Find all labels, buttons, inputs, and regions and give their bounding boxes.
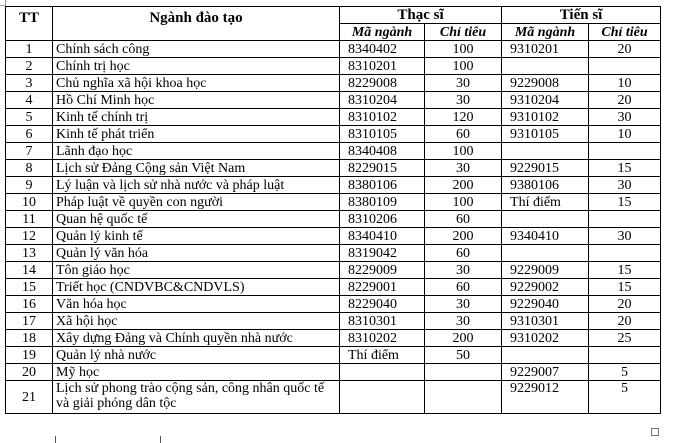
paragraph-end-mark bbox=[651, 428, 659, 436]
row-ms-code: 8310105 bbox=[340, 126, 425, 143]
table-row bbox=[6, 228, 661, 245]
row-ms-code: 8380109 bbox=[340, 194, 425, 211]
row-phd-code: 9310201 bbox=[502, 41, 589, 58]
row-program-name: Lịch sử phong trào cộng sản, công nhân quốc tế và giải phóng dân tộc bbox=[53, 381, 340, 414]
row-tt: 20 bbox=[6, 364, 53, 381]
row-tt: 15 bbox=[6, 279, 53, 296]
row-ms-code: 8380106 bbox=[340, 177, 425, 194]
row-phd-quota bbox=[589, 58, 661, 75]
row-phd-code: 9380106 bbox=[502, 177, 589, 194]
table-row bbox=[6, 126, 661, 143]
row-phd-code: 9310204 bbox=[502, 92, 589, 109]
row-program-name: Quản lý văn hóa bbox=[53, 245, 340, 262]
training-programs-table-wrapper bbox=[5, 6, 661, 414]
table-row bbox=[6, 194, 661, 211]
table-row bbox=[6, 381, 661, 414]
row-program-name: Chủ nghĩa xã hội khoa học bbox=[53, 75, 340, 92]
row-ms-code: 8310201 bbox=[340, 58, 425, 75]
row-ms-quota: 30 bbox=[425, 92, 502, 109]
row-tt: 1 bbox=[6, 41, 53, 58]
column-header-phd-code: Mã ngành bbox=[502, 24, 589, 41]
row-phd-code: 9310301 bbox=[502, 313, 589, 330]
row-phd-quota: 30 bbox=[589, 109, 661, 126]
column-header-tt: TT bbox=[6, 7, 53, 41]
row-phd-code: 9310105 bbox=[502, 126, 589, 143]
row-ms-quota: 30 bbox=[425, 160, 502, 177]
row-ms-quota bbox=[425, 364, 502, 381]
row-phd-quota: 5 bbox=[589, 381, 661, 414]
row-phd-code: 9310102 bbox=[502, 109, 589, 126]
row-program-name: Lý luận và lịch sử nhà nước và pháp luật bbox=[53, 177, 340, 194]
row-ms-quota: 60 bbox=[425, 126, 502, 143]
column-header-ms-quota: Chỉ tiêu bbox=[425, 24, 502, 41]
table-row bbox=[6, 245, 661, 262]
table-row bbox=[6, 262, 661, 279]
row-phd-code: 9310202 bbox=[502, 330, 589, 347]
row-phd-code: 9229015 bbox=[502, 160, 589, 177]
row-phd-code: 9229002 bbox=[502, 279, 589, 296]
row-phd-quota: 10 bbox=[589, 126, 661, 143]
training-programs-table bbox=[5, 6, 661, 414]
row-tt: 9 bbox=[6, 177, 53, 194]
table-row bbox=[6, 279, 661, 296]
row-tt: 16 bbox=[6, 296, 53, 313]
row-program-name: Mỹ học bbox=[53, 364, 340, 381]
column-header-nganh: Ngành đào tạo bbox=[53, 7, 340, 41]
row-ms-code: 8229008 bbox=[340, 75, 425, 92]
row-ms-quota: 60 bbox=[425, 279, 502, 296]
row-tt: 6 bbox=[6, 126, 53, 143]
row-program-name: Lãnh đạo học bbox=[53, 143, 340, 160]
row-ms-code: 8229040 bbox=[340, 296, 425, 313]
row-ms-quota: 200 bbox=[425, 228, 502, 245]
table-body bbox=[6, 41, 661, 414]
row-ms-code bbox=[340, 364, 425, 381]
row-ms-code: 8340408 bbox=[340, 143, 425, 160]
row-program-name: Văn hóa học bbox=[53, 296, 340, 313]
row-tt: 10 bbox=[6, 194, 53, 211]
row-ms-quota: 100 bbox=[425, 58, 502, 75]
row-ms-code: 8310204 bbox=[340, 92, 425, 109]
row-tt: 18 bbox=[6, 330, 53, 347]
row-program-name: Quản lý nhà nước bbox=[53, 347, 340, 364]
row-phd-quota: 20 bbox=[589, 313, 661, 330]
row-phd-quota: 30 bbox=[589, 228, 661, 245]
row-phd-quota bbox=[589, 245, 661, 262]
row-phd-quota: 15 bbox=[589, 160, 661, 177]
row-ms-quota: 200 bbox=[425, 177, 502, 194]
row-phd-quota: 20 bbox=[589, 41, 661, 58]
row-program-name: Kinh tế chính trị bbox=[53, 109, 340, 126]
column-group-thac-si: Thạc sĩ bbox=[340, 7, 502, 24]
row-program-name: Hồ Chí Minh học bbox=[53, 92, 340, 109]
table-row bbox=[6, 364, 661, 381]
row-program-name: Xã hội học bbox=[53, 313, 340, 330]
row-program-name: Pháp luật về quyền con người bbox=[53, 194, 340, 211]
row-ms-quota: 100 bbox=[425, 41, 502, 58]
row-ms-code: 8310202 bbox=[340, 330, 425, 347]
row-phd-quota bbox=[589, 211, 661, 228]
row-ms-code: Thí điểm bbox=[340, 347, 425, 364]
row-ms-code bbox=[340, 381, 425, 414]
row-phd-code bbox=[502, 58, 589, 75]
row-phd-code bbox=[502, 347, 589, 364]
table-row bbox=[6, 177, 661, 194]
row-program-name: Quan hệ quốc tế bbox=[53, 211, 340, 228]
row-ms-code: 8310206 bbox=[340, 211, 425, 228]
table-row bbox=[6, 347, 661, 364]
row-program-name: Lịch sử Đảng Cộng sản Việt Nam bbox=[53, 160, 340, 177]
row-phd-quota: 20 bbox=[589, 92, 661, 109]
row-ms-code: 8229009 bbox=[340, 262, 425, 279]
row-tt: 11 bbox=[6, 211, 53, 228]
row-program-name: Chính sách công bbox=[53, 41, 340, 58]
cut-text-line bbox=[160, 436, 161, 443]
row-phd-quota bbox=[589, 143, 661, 160]
row-phd-quota: 20 bbox=[589, 296, 661, 313]
row-phd-code: 9229012 bbox=[502, 381, 589, 414]
row-tt: 3 bbox=[6, 75, 53, 92]
row-ms-code: 8229001 bbox=[340, 279, 425, 296]
row-phd-code bbox=[502, 245, 589, 262]
column-header-ms-code: Mã ngành bbox=[340, 24, 425, 41]
row-phd-code: 9229007 bbox=[502, 364, 589, 381]
row-phd-quota: 15 bbox=[589, 194, 661, 211]
table-row bbox=[6, 296, 661, 313]
row-phd-quota: 30 bbox=[589, 177, 661, 194]
row-phd-quota bbox=[589, 347, 661, 364]
row-phd-code: 9340410 bbox=[502, 228, 589, 245]
row-ms-code: 8340402 bbox=[340, 41, 425, 58]
table-row bbox=[6, 211, 661, 228]
row-phd-code: 9229040 bbox=[502, 296, 589, 313]
row-program-name: Chính trị học bbox=[53, 58, 340, 75]
row-phd-code: 9229009 bbox=[502, 262, 589, 279]
row-program-name: Kinh tế phát triển bbox=[53, 126, 340, 143]
row-phd-quota: 15 bbox=[589, 262, 661, 279]
row-phd-quota: 10 bbox=[589, 75, 661, 92]
row-ms-quota: 200 bbox=[425, 330, 502, 347]
column-header-phd-quota: Chỉ tiêu bbox=[589, 24, 661, 41]
row-ms-quota: 60 bbox=[425, 245, 502, 262]
column-group-tien-si: Tiến sĩ bbox=[502, 7, 661, 24]
row-ms-quota: 60 bbox=[425, 211, 502, 228]
row-phd-quota: 15 bbox=[589, 279, 661, 296]
row-phd-code: Thí điểm bbox=[502, 194, 589, 211]
row-phd-code: 9229008 bbox=[502, 75, 589, 92]
header-row-top bbox=[6, 7, 661, 24]
row-tt: 21 bbox=[6, 381, 53, 414]
cut-text-line bbox=[55, 436, 56, 443]
row-program-name: Triết học (CNDVBC&CNDVLS) bbox=[53, 279, 340, 296]
table-row bbox=[6, 41, 661, 58]
row-phd-code bbox=[502, 211, 589, 228]
row-phd-quota: 25 bbox=[589, 330, 661, 347]
row-tt: 7 bbox=[6, 143, 53, 160]
table-row bbox=[6, 330, 661, 347]
row-tt: 2 bbox=[6, 58, 53, 75]
row-ms-quota: 100 bbox=[425, 143, 502, 160]
row-tt: 4 bbox=[6, 92, 53, 109]
row-tt: 12 bbox=[6, 228, 53, 245]
row-tt: 13 bbox=[6, 245, 53, 262]
table-row bbox=[6, 58, 661, 75]
row-ms-quota: 30 bbox=[425, 262, 502, 279]
row-tt: 19 bbox=[6, 347, 53, 364]
row-phd-code bbox=[502, 143, 589, 160]
row-phd-quota: 5 bbox=[589, 364, 661, 381]
row-ms-quota: 30 bbox=[425, 296, 502, 313]
row-tt: 8 bbox=[6, 160, 53, 177]
table-row bbox=[6, 109, 661, 126]
row-ms-quota bbox=[425, 381, 502, 414]
row-tt: 14 bbox=[6, 262, 53, 279]
row-ms-code: 8340410 bbox=[340, 228, 425, 245]
row-tt: 17 bbox=[6, 313, 53, 330]
row-program-name: Xây dựng Đảng và Chính quyền nhà nước bbox=[53, 330, 340, 347]
table-row bbox=[6, 92, 661, 109]
row-ms-code: 8229015 bbox=[340, 160, 425, 177]
row-ms-code: 8310102 bbox=[340, 109, 425, 126]
row-ms-quota: 120 bbox=[425, 109, 502, 126]
row-ms-quota: 50 bbox=[425, 347, 502, 364]
row-ms-quota: 30 bbox=[425, 313, 502, 330]
row-program-name: Tôn giáo học bbox=[53, 262, 340, 279]
row-ms-quota: 100 bbox=[425, 194, 502, 211]
table-row bbox=[6, 313, 661, 330]
table-row bbox=[6, 160, 661, 177]
row-ms-code: 8319042 bbox=[340, 245, 425, 262]
table-row bbox=[6, 143, 661, 160]
row-ms-quota: 30 bbox=[425, 75, 502, 92]
row-program-name: Quản lý kinh tế bbox=[53, 228, 340, 245]
table-row bbox=[6, 75, 661, 92]
row-ms-code: 8310301 bbox=[340, 313, 425, 330]
row-tt: 5 bbox=[6, 109, 53, 126]
